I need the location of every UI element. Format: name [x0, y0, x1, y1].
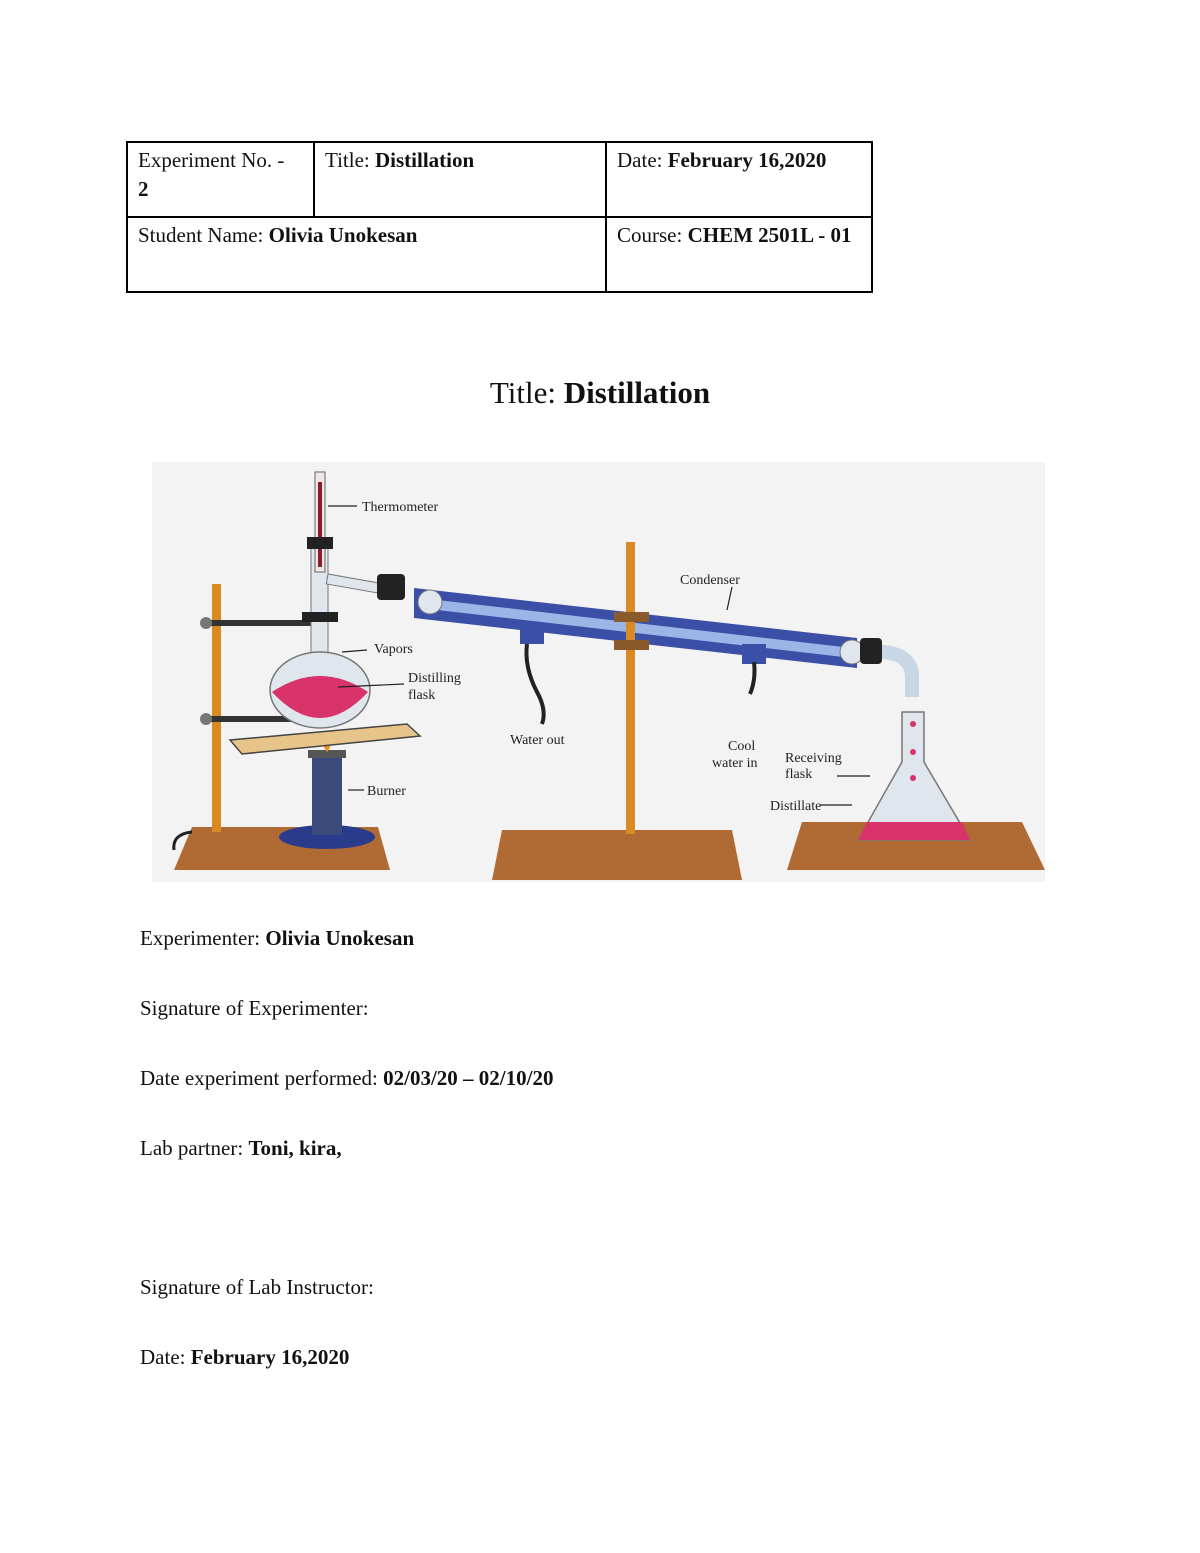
- signature-experimenter-line: [140, 996, 369, 1021]
- signature-instructor-line: [140, 1275, 374, 1300]
- header-table: [126, 141, 873, 293]
- lab-partner-value: Toni, kira,: [248, 1136, 342, 1160]
- page-title: [0, 375, 1200, 411]
- date-performed-value: 02/03/20 – 02/10/20: [383, 1066, 554, 1090]
- label-flask: flask: [408, 688, 436, 703]
- experimenter-value: Olivia Unokesan: [265, 926, 415, 950]
- title-cell: [314, 142, 606, 217]
- experimenter-line: [140, 926, 414, 951]
- date-label: Date:: [617, 148, 663, 172]
- side-arm-connector: [377, 574, 405, 600]
- date-performed-label: Date experiment performed:: [140, 1066, 378, 1090]
- title-label: Title:: [325, 148, 370, 172]
- course-label: Course:: [617, 223, 683, 247]
- label-receiving-flask: flask: [785, 767, 813, 782]
- label-cool: Cool: [728, 739, 756, 754]
- label-distillate: Distillate: [770, 799, 822, 814]
- label-distilling: Distilling: [408, 671, 461, 686]
- page-title-value: Distillation: [563, 375, 711, 410]
- lab-partner-label: Lab partner:: [140, 1136, 244, 1160]
- signature-instructor-label: Signature of Lab Instructor:: [140, 1275, 374, 1299]
- experiment-number-cell: [127, 142, 314, 217]
- date-performed-line: [140, 1066, 553, 1091]
- label-water-in: water in: [712, 756, 758, 771]
- final-date-line: [140, 1345, 349, 1370]
- student-name-cell: [127, 217, 606, 292]
- title-value: Distillation: [375, 148, 475, 172]
- experimenter-label: Experimenter:: [140, 926, 261, 950]
- distillation-apparatus-figure: [152, 462, 1045, 882]
- adapter-connector: [860, 638, 882, 664]
- signature-experimenter-label: Signature of Experimenter:: [140, 996, 369, 1020]
- label-receiving: Receiving: [785, 751, 842, 766]
- student-name-value: Olivia Unokesan: [268, 223, 418, 247]
- student-name-label: Student Name:: [138, 223, 264, 247]
- page-title-label: Title:: [489, 375, 556, 410]
- final-date-label: Date:: [140, 1345, 186, 1369]
- final-date-value: February 16,2020: [190, 1345, 350, 1369]
- header-row-2: [127, 217, 872, 292]
- label-vapors: Vapors: [374, 642, 413, 657]
- label-water-out: Water out: [510, 733, 565, 748]
- date-value: February 16,2020: [667, 148, 827, 172]
- label-thermometer: Thermometer: [362, 500, 439, 515]
- label-burner: Burner: [367, 784, 406, 799]
- experiment-number-value: 2: [138, 177, 149, 201]
- experiment-number-label: Experiment No. -: [138, 148, 285, 172]
- date-cell: [606, 142, 872, 217]
- lab-partner-line: [140, 1136, 342, 1161]
- course-value: CHEM 2501L - 01: [687, 223, 852, 247]
- course-cell: [606, 217, 872, 292]
- label-condenser: Condenser: [680, 573, 740, 588]
- header-row-1: [127, 142, 872, 217]
